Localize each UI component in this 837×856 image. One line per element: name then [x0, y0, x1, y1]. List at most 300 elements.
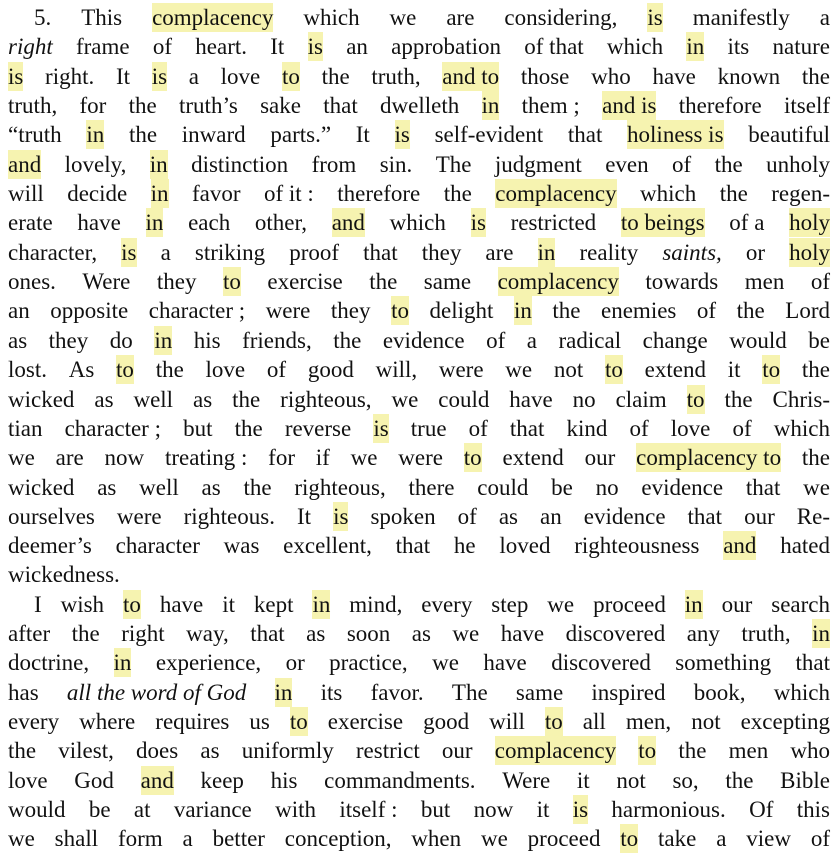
word: right.	[45, 64, 95, 89]
word: kept	[253, 592, 294, 617]
word: of	[266, 357, 287, 382]
word: treating :	[164, 445, 248, 470]
word: which	[303, 5, 360, 30]
word: search	[771, 592, 830, 617]
word: frame	[75, 34, 130, 59]
word: lost.	[8, 357, 47, 382]
text-line	[0, 590, 837, 619]
word: but	[420, 797, 451, 822]
word: character,	[8, 240, 98, 265]
word: love	[8, 768, 48, 793]
word: we	[803, 475, 830, 500]
word: have	[77, 210, 121, 235]
word: be	[808, 328, 830, 353]
word: hated	[780, 533, 830, 558]
word: any	[686, 621, 720, 646]
word: those	[520, 64, 570, 89]
word: were	[438, 357, 484, 382]
word: commandments.	[324, 768, 476, 793]
highlighted-word: is	[647, 5, 663, 30]
word: variance	[173, 797, 252, 822]
word: has	[8, 680, 39, 705]
word: the	[714, 152, 743, 177]
highlighted-word: in	[149, 152, 168, 177]
word: striking	[194, 240, 266, 265]
word: no	[572, 387, 596, 412]
word: as	[200, 738, 220, 763]
word: character ;	[148, 298, 246, 323]
highlighted-word: in	[312, 592, 331, 617]
word: restricted	[510, 210, 597, 235]
text-line	[0, 531, 837, 560]
highlighted-word: holy	[789, 240, 830, 265]
word: regen-	[771, 181, 830, 206]
word: were	[265, 298, 311, 323]
word: but	[183, 416, 213, 441]
word: as	[97, 475, 117, 500]
highlighted-word: and	[331, 210, 365, 235]
word: love	[220, 64, 261, 89]
highlighted-word: in	[481, 93, 500, 118]
word: the	[71, 621, 100, 646]
word: take	[658, 826, 697, 851]
word: as	[411, 621, 431, 646]
highlighted-word: complacency	[494, 738, 617, 763]
word: excellent,	[283, 533, 372, 558]
highlighted-word: to	[222, 269, 241, 294]
word: of	[629, 416, 649, 441]
word: they	[421, 240, 462, 265]
word: will,	[375, 357, 418, 382]
word: have	[159, 592, 204, 617]
word: an	[8, 298, 30, 323]
highlighted-word: is	[121, 240, 137, 265]
word: could	[477, 475, 529, 500]
highlighted-word: complacency	[152, 5, 274, 30]
text-line	[0, 766, 837, 795]
word: harmonious.	[611, 797, 726, 822]
word: its	[727, 34, 750, 59]
word: manifestly	[692, 5, 790, 30]
word: the	[801, 64, 830, 89]
word: unholy	[766, 152, 830, 177]
word: be	[551, 475, 573, 500]
word: way,	[186, 621, 229, 646]
word: wish	[60, 592, 105, 617]
word: approbation	[391, 34, 502, 59]
word: of that	[524, 34, 584, 59]
highlighted-word: in	[150, 181, 169, 206]
word: other,	[254, 210, 308, 235]
word: for	[79, 93, 107, 118]
highlighted-word: to	[391, 298, 409, 323]
word: so,	[672, 768, 699, 793]
highlighted-word: holy	[789, 210, 830, 235]
word: that	[395, 533, 431, 558]
word: not	[616, 768, 646, 793]
word: exercise	[267, 269, 343, 294]
word: it	[222, 592, 235, 617]
word: love	[670, 416, 711, 441]
word: truth,	[8, 93, 58, 118]
word: righteous,	[294, 475, 386, 500]
word: this	[796, 797, 830, 822]
highlighted-word: to	[605, 357, 623, 382]
word: The	[451, 680, 488, 705]
text-line	[0, 179, 837, 208]
word: ourselves	[8, 504, 95, 529]
word: are	[485, 240, 514, 265]
word: reverse	[284, 416, 352, 441]
word: of it :	[263, 181, 314, 206]
word: distinction	[191, 152, 289, 177]
word: it	[576, 768, 590, 793]
word: therefore	[337, 181, 421, 206]
word: our	[441, 738, 473, 763]
text-line	[0, 678, 837, 707]
word: it	[727, 357, 741, 382]
highlighted-word: to	[116, 357, 134, 382]
word: we	[547, 592, 575, 617]
word: a	[188, 64, 199, 89]
word: as	[498, 504, 519, 529]
word: heart.	[195, 34, 248, 59]
text-line	[0, 619, 837, 648]
word: that	[323, 93, 358, 118]
word: which	[606, 34, 664, 59]
word: the	[552, 298, 581, 323]
word: favor	[192, 181, 241, 206]
word: have	[483, 650, 527, 675]
word: which	[640, 181, 697, 206]
word: the	[801, 357, 830, 382]
highlighted-word: is	[470, 210, 486, 235]
word: claim	[615, 387, 667, 412]
word: character	[115, 533, 200, 558]
word: our	[721, 592, 753, 617]
word: sake	[260, 93, 301, 118]
word: a	[160, 240, 171, 265]
word: As	[68, 357, 95, 382]
highlighted-word: is	[8, 64, 24, 89]
text-line	[0, 120, 837, 149]
word: the	[234, 416, 263, 441]
word: with	[275, 797, 317, 822]
word: inspired	[591, 680, 666, 705]
word: or	[745, 240, 766, 265]
word: This	[81, 5, 123, 30]
word: extend	[644, 357, 706, 382]
word: that	[363, 240, 398, 265]
highlighted-word: complacency	[497, 269, 619, 294]
highlighted-word: and	[8, 152, 42, 177]
word: vilest,	[58, 738, 114, 763]
word: the	[369, 269, 398, 294]
text-line	[0, 795, 837, 824]
word: they	[330, 298, 371, 323]
word: Were	[82, 269, 131, 294]
highlighted-word: to	[686, 387, 705, 412]
word: for	[268, 445, 295, 470]
word: the	[443, 181, 472, 206]
word: the	[8, 738, 37, 763]
word: a	[819, 5, 830, 30]
word: which	[773, 416, 830, 441]
text-line	[0, 150, 837, 179]
highlighted-word: is	[151, 64, 168, 89]
highlighted-word: to	[463, 445, 482, 470]
word: better	[212, 826, 265, 851]
text-line	[0, 648, 837, 677]
word: Re-	[796, 504, 830, 529]
word: every	[8, 709, 60, 734]
word: loved	[499, 533, 551, 558]
word: the	[724, 387, 753, 412]
word: righteous.	[183, 504, 275, 529]
word: favor.	[370, 680, 424, 705]
word: we	[452, 621, 480, 646]
word: there	[408, 475, 455, 500]
word: was	[223, 533, 260, 558]
word: beautiful	[748, 122, 830, 147]
word: would	[729, 328, 787, 353]
word: change	[642, 328, 708, 353]
word: The	[435, 152, 472, 177]
word: we	[480, 826, 508, 851]
word: true	[410, 416, 447, 441]
word: right	[8, 34, 53, 59]
word: all	[582, 709, 606, 734]
word: wickedness.	[8, 562, 120, 587]
word: as	[94, 387, 114, 412]
word: deemer’s	[8, 533, 92, 558]
word: something	[675, 650, 772, 675]
word: even	[605, 152, 649, 177]
word: “truth	[8, 122, 62, 147]
word: requires	[155, 709, 230, 734]
word: we	[350, 445, 378, 470]
word: form	[117, 826, 163, 851]
word: ones.	[8, 269, 56, 294]
word: doctrine,	[8, 650, 90, 675]
word: book,	[693, 680, 746, 705]
word: It	[355, 122, 370, 147]
text-line	[0, 238, 837, 267]
word: kind	[566, 416, 608, 441]
word: the	[801, 445, 830, 470]
highlighted-word: to	[544, 709, 563, 734]
word: right	[121, 621, 165, 646]
word: It	[270, 34, 285, 59]
word: Chris-	[772, 387, 830, 412]
word: which	[773, 680, 830, 705]
word: does	[136, 738, 179, 763]
word: have	[509, 387, 553, 412]
highlighted-word: to	[620, 826, 639, 851]
word: as	[306, 621, 326, 646]
highlighted-word: in	[812, 621, 830, 646]
text-line	[0, 91, 837, 120]
word: extend	[502, 445, 564, 470]
word: the	[719, 181, 748, 206]
word: the	[725, 768, 754, 793]
word: were	[116, 504, 162, 529]
word: men	[728, 738, 769, 763]
highlighted-word: in	[274, 680, 293, 705]
highlighted-word: in	[537, 240, 556, 265]
word: practice,	[329, 650, 408, 675]
word: Bible	[780, 768, 830, 793]
word: of	[732, 416, 752, 441]
text-line	[0, 824, 837, 853]
word: dwelleth	[380, 93, 460, 118]
word: as	[201, 475, 221, 500]
word: conception,	[284, 826, 392, 851]
text-line	[0, 326, 837, 355]
word: be	[88, 797, 111, 822]
text-line	[0, 414, 837, 443]
word: It	[297, 504, 312, 529]
word: Were	[502, 768, 551, 793]
word: after	[8, 621, 51, 646]
text-line	[0, 32, 837, 61]
text-line	[0, 502, 837, 531]
highlighted-word: is	[394, 122, 410, 147]
word: we	[389, 5, 417, 30]
word: each	[188, 210, 231, 235]
highlighted-word: in	[684, 592, 703, 617]
text-line	[0, 473, 837, 502]
word: of a	[729, 210, 765, 235]
word: itself :	[339, 797, 398, 822]
word: of	[457, 504, 477, 529]
word: that	[795, 650, 830, 675]
word: an	[540, 504, 562, 529]
word: are	[55, 445, 84, 470]
word: of	[696, 298, 717, 323]
word: erate	[8, 210, 53, 235]
word: the	[736, 298, 765, 323]
text-line	[0, 62, 837, 91]
word: if	[315, 445, 330, 470]
word: us	[249, 709, 270, 734]
word: its	[320, 680, 343, 705]
word: sin.	[379, 152, 413, 177]
word: are	[446, 5, 475, 30]
word: well	[133, 387, 174, 412]
word: a	[182, 826, 193, 851]
word: wicked	[8, 387, 75, 412]
word: do	[109, 328, 133, 353]
text-line	[0, 443, 837, 472]
word: our	[744, 504, 775, 529]
word: righteous,	[280, 387, 372, 412]
word: uniformly	[241, 738, 334, 763]
highlighted-word: is	[572, 797, 589, 822]
word: known	[717, 64, 781, 89]
highlighted-word: complacency	[495, 181, 617, 206]
word: the	[128, 93, 157, 118]
word: view	[746, 826, 791, 851]
word: excepting	[740, 709, 830, 734]
word: radical	[558, 328, 622, 353]
word: the	[321, 64, 350, 89]
word: love	[205, 357, 246, 382]
word: experience,	[155, 650, 262, 675]
word: proceed	[593, 592, 666, 617]
word: I	[34, 592, 42, 617]
text-line	[0, 208, 837, 237]
word: discovered	[551, 650, 651, 675]
highlighted-word: to	[123, 592, 141, 617]
word: friends,	[242, 328, 312, 353]
word: towards	[645, 269, 719, 294]
word: decide	[67, 181, 128, 206]
word: evidence	[382, 328, 465, 353]
text-line	[0, 736, 837, 765]
word: would	[8, 797, 66, 822]
word: therefore	[678, 93, 762, 118]
word: we	[8, 445, 35, 470]
word: who	[591, 64, 631, 89]
word: restrict	[355, 738, 420, 763]
highlighted-word: in	[113, 650, 132, 675]
word: that	[745, 475, 781, 500]
word: his	[270, 768, 298, 793]
highlighted-word: and	[723, 533, 757, 558]
word: that	[687, 504, 723, 529]
word: we	[505, 357, 533, 382]
word: judgment	[494, 152, 582, 177]
word: that	[509, 416, 545, 441]
word: our	[584, 445, 616, 470]
word: God	[74, 768, 114, 793]
text-line	[0, 355, 837, 384]
word: mind,	[349, 592, 403, 617]
word: tian	[8, 416, 43, 441]
word: wicked	[8, 475, 75, 500]
text-line	[0, 267, 837, 296]
highlighted-word: to beings	[620, 210, 705, 235]
word: that	[567, 122, 603, 147]
word: that	[250, 621, 285, 646]
word: good	[307, 357, 354, 382]
word: evidence	[641, 475, 724, 500]
word: we	[432, 650, 459, 675]
word: the	[155, 357, 184, 382]
word: truth,	[741, 621, 791, 646]
highlighted-word: is	[307, 34, 323, 59]
word: Of	[749, 797, 774, 822]
word: them ;	[521, 93, 580, 118]
word: character ;	[64, 416, 161, 441]
highlighted-word: holiness is	[627, 122, 724, 147]
text-line	[0, 296, 837, 325]
word: an	[346, 34, 368, 59]
word: evidence	[583, 504, 666, 529]
word: proceed	[527, 826, 601, 851]
word: the	[678, 738, 707, 763]
word: proof	[289, 240, 340, 265]
word: exercise	[327, 709, 404, 734]
highlighted-word: complacency to	[636, 445, 782, 470]
word: which	[389, 210, 446, 235]
word: as	[193, 387, 213, 412]
word: we	[391, 387, 419, 412]
highlighted-word: and	[140, 768, 174, 793]
word: lovely,	[64, 152, 127, 177]
text-line	[0, 3, 837, 32]
